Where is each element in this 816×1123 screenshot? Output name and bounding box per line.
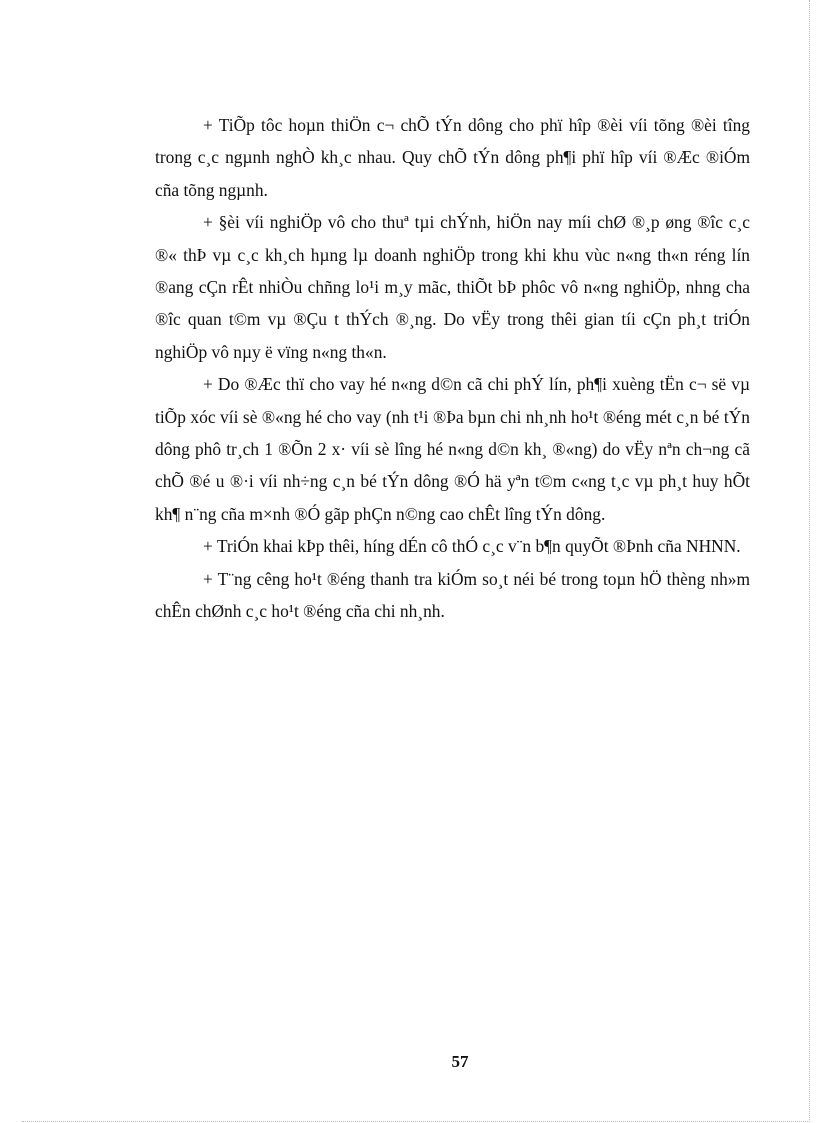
paragraph-credit-mechanism: + TiÕp tôc hoµn thiÖn c¬ chÕ tÝn dông cho phï hîp ®èi víi tõng ®èi tîng trong c¸c ngµnh nghÒ kh¸c nhau. Quy chÕ tÝn dông ph¶i phï hîp víi ®Æc ®iÓm cña tõng ngµnh. <box>155 115 750 200</box>
page-number: 57 <box>451 1052 469 1071</box>
page-edge-bottom <box>22 1121 810 1122</box>
paragraph-farmer-lending: + Do ®Æc thï cho vay hé n«ng d©n cã chi phÝ lín, ph¶i xuèng tËn c¬ së vµ tiÕp xóc víi sè ®«ng hé cho vay (nh t¹i ®Þa bµn chi nh¸nh ho¹t ®éng mét c¸n bé tÝn dông phô tr¸ch 1 ®Õn 2 x· víi sè lîng hé n«ng d©n kh¸ ®«ng) do vËy nªn ch¬ng cã chÕ ®é u ®·i víi nh÷ng c¸n bé tÝn dông ®Ó hä yªn t©m c«ng t¸c vµ ph¸t huy hÕt kh¶ n¨ng cña m×nh ®Ó gãp phÇn n©ng cao chÊt lîng tÝn dông. <box>155 374 750 524</box>
page-edge-right <box>809 0 810 1122</box>
document-body <box>155 109 750 628</box>
paragraph-financial-leasing: + §èi víi nghiÖp vô cho thuª tµi chÝnh, hiÖn nay míi chØ ®¸p øng ®îc c¸c ®« thÞ vµ c¸c kh¸ch hµng lµ doanh nghiÖp trong khi khu vùc n«ng th«n réng lín ®ang cÇn rÊt nhiÒu chñng lo¹i m¸y mãc, thiÕt bÞ phôc vô n«ng nghiÖp, nhng cha ®îc quan t©m vµ ®Çu t thÝch ®¸ng. Do vËy trong thêi gian tíi cÇn ph¸t triÓn nghiÖp vô nµy ë vïng n«ng th«n. <box>155 212 750 362</box>
paragraph-inspection: + T¨ng cêng ho¹t ®éng thanh tra kiÓm so¸t néi bé trong toµn hÖ thèng nh»m chÊn chØnh c¸c ho¹t ®éng cña chi nh¸nh. <box>155 568 750 622</box>
paragraph-guidance: + TriÓn khai kÞp thêi, híng dÉn cô thÓ c¸c v¨n b¶n quyÕt ®Þnh cña NHNN. <box>203 536 741 557</box>
